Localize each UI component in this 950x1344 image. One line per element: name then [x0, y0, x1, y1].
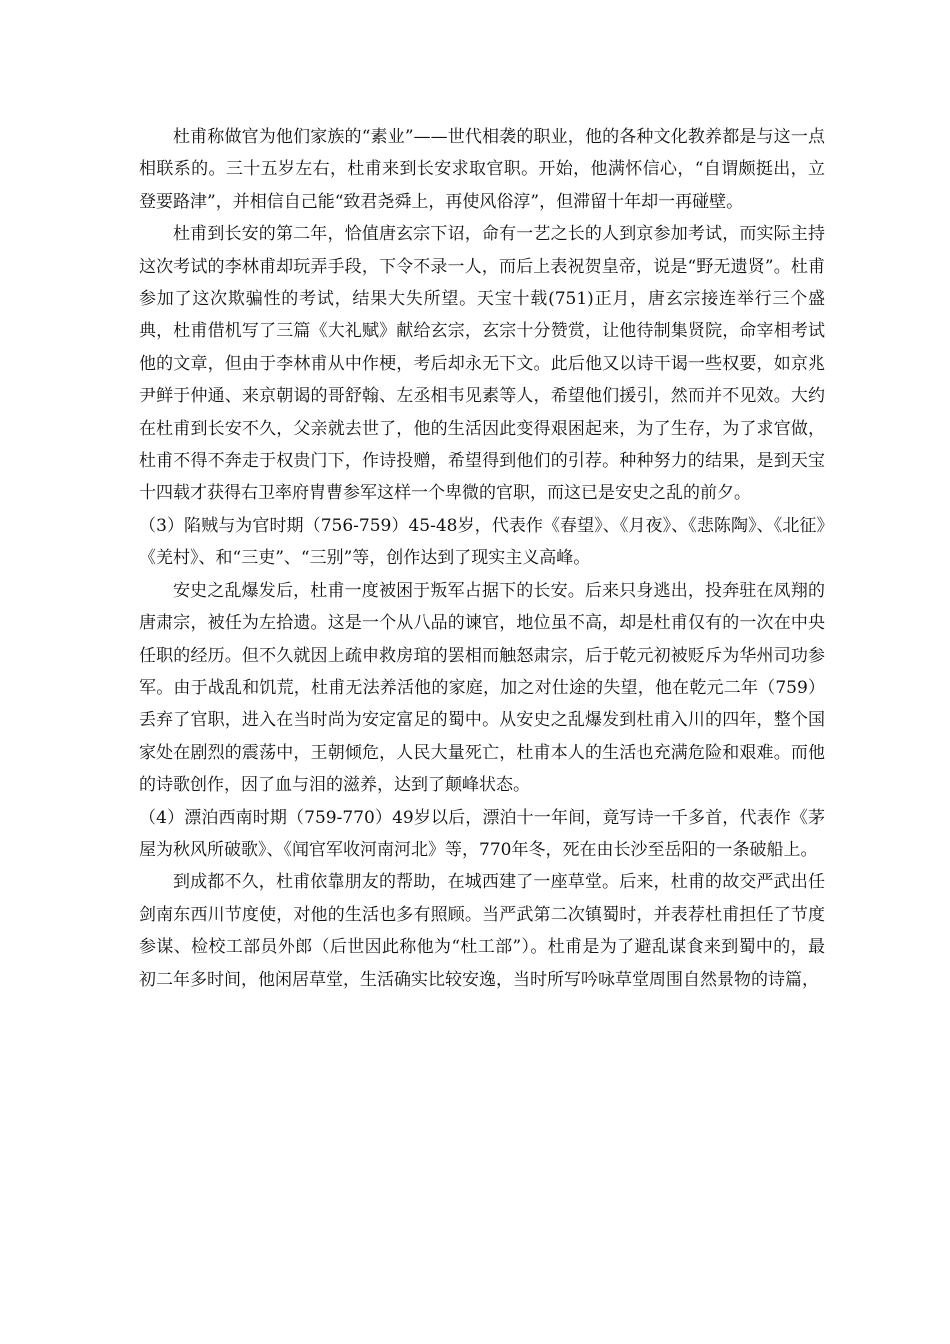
paragraph-4: 到成都不久，杜甫依靠朋友的帮助，在城西建了一座草堂。后来，杜甫的故交严武出任剑南东西川节度使，对他的生活也多有照顾。当严武第二次镇蜀时，并表荐杜甫担任了节度参谋、检校工部员外郎（后世因此称他为“杜工部”）。杜甫是为了避乱谋食来到蜀中的，最初二年多时间，他闲居草堂，生活确实比较安逸，当时所写吟咏草堂周围自然景物的诗篇， — [139, 872, 825, 990]
paragraph-3: 安史之乱爆发后，杜甫一度被困于叛军占据下的长安。后来只身逃出，投奔驻在凤翔的唐肃宗，被任为左拾遗。这是一个从八品的谏官，地位虽不高，却是杜甫仅有的一次在中央任职的经历。但不久就因上疏申救房琯的罢相而触怒肃宗，后于乾元初被贬斥为华州司功参军。由于战乱和饥荒，杜甫无法养活他的家庭，加之对仕途的失望，他在乾元二年（759）丢弃了官职，进入在当时尚为安定富足的蜀中。从安史之乱爆发到杜甫入川的四年，整个国家处在剧烈的震荡中，王朝倾危，人民大量死亡，杜甫本人的生活也充满危险和艰难。而他的诗歌创作，因了血与泪的滋养，达到了颠峰状态。 — [139, 580, 825, 796]
section-heading-4: （4）漂泊西南时期（759-770）49岁以后，漂泊十一年间，竟写诗一千多首，代表作《茅屋为秋风所破歌》、《闻官军收河南河北》等，770年冬，死在由长沙至岳阳的一条破船上。 — [139, 807, 825, 860]
section-heading-3: （3）陷贼与为官时期（756-759）45-48岁，代表作《春望》、《月夜》、《悲陈陶》、《北征》《羌村》、和“三吏”、“三别”等，创作达到了现实主义高峰。 — [139, 515, 825, 569]
paragraph-2: 杜甫到长安的第二年，恰值唐玄宗下诏，命有一艺之长的人到京参加考试，而实际主持这次考试的李林甫却玩弄手段，下令不录一人，而后上表祝贺皇帝，说是“野无遗贤”。杜甫参加了这次欺骗性的考试，结果大失所望。天宝十载(751)正月，唐玄宗接连举行三个盛典，杜甫借机写了三篇《大礼赋》献给玄宗，玄宗十分赞赏，让他待制集贤院，命宰相考试他的文章，但由于李林甫从中作梗，考后却永无下文。此后他又以诗干谒一些权要，如京兆尹鲜于仲通、来京朝谒的哥舒翰、左丞相韦见素等人，希望他们援引，然而并不见效。大约在杜甫到长安不久，父亲就去世了，他的生活因此变得艰困起来，为了生存，为了求官做，杜甫不得不奔走于权贵门下，作诗投赠，希望得到他们的引荐。种种努力的结果，是到天宝十四载才获得右卫率府胄曹参军这样一个卑微的官职，而这已是安史之乱的前夕。 — [139, 224, 825, 504]
document-body — [139, 121, 825, 996]
paragraph-1: 杜甫称做官为他们家族的“素业”——世代相袭的职业，他的各种文化教养都是与这一点相联系的。三十五岁左右，杜甫来到长安求取官职。开始，他满怀信心，“自谓颇挺出，立登要路津”，并相信自己能“致君尧舜上，再使风俗淳”，但滞留十年却一再碰壁。 — [139, 127, 825, 212]
